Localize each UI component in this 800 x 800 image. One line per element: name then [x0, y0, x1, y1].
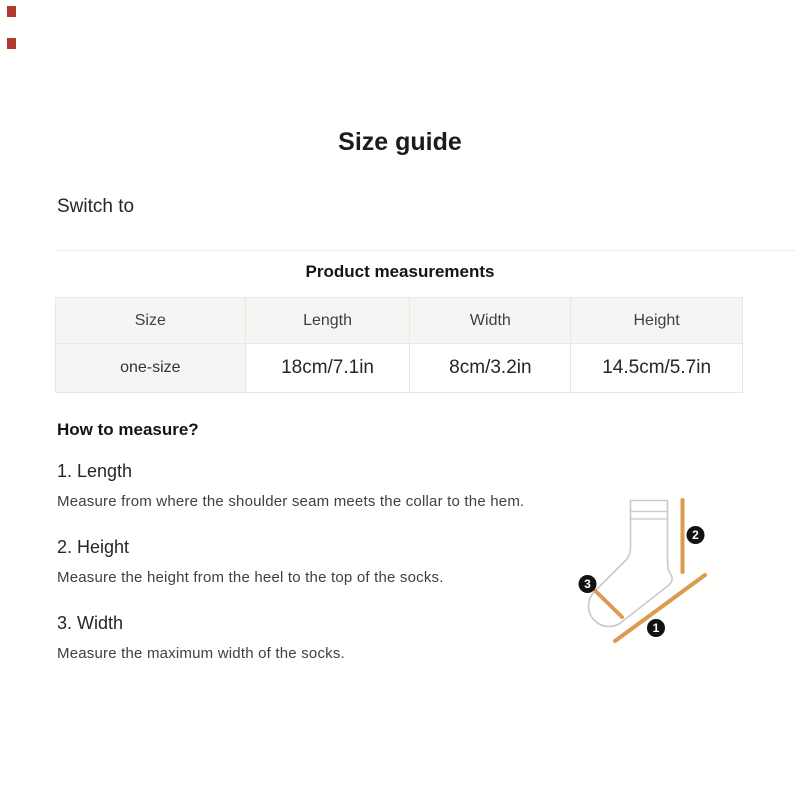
column-header-length: Length — [245, 298, 410, 344]
divider — [57, 250, 795, 251]
step-height — [57, 537, 567, 586]
step-description: Measure the height from the heel to the top of the socks. — [57, 569, 444, 586]
column-header-height: Height — [571, 298, 743, 344]
step-title: 1. Length — [57, 461, 133, 481]
product-measurements-heading: Product measurements — [305, 262, 495, 281]
column-header-size: Size — [56, 298, 246, 344]
marker-1 — [647, 619, 665, 637]
marker-number: 2 — [692, 528, 699, 543]
step-description: Measure the maximum width of the socks. — [57, 645, 345, 662]
step-length — [57, 461, 567, 510]
marker-number: 1 — [652, 621, 660, 636]
red-mark-icon — [7, 6, 16, 17]
step-description: Measure from where the shoulder seam meets the collar to the hem. — [57, 493, 525, 510]
measurements-table — [55, 297, 743, 393]
sock-measurement-diagram — [570, 470, 740, 660]
step-title: 3. Width — [57, 613, 124, 633]
table-row — [56, 344, 743, 393]
how-to-measure-heading: How to measure? — [57, 420, 199, 439]
marker-2 — [687, 526, 705, 544]
measure-steps — [57, 461, 567, 689]
red-mark-icon — [7, 38, 16, 49]
step-width — [57, 613, 567, 662]
switch-to-button[interactable]: Switch to — [57, 196, 135, 217]
cell-height: 14.5cm/5.7in — [571, 344, 743, 393]
cell-length: 18cm/7.1in — [245, 344, 410, 393]
column-header-width: Width — [410, 298, 571, 344]
cell-width: 8cm/3.2in — [410, 344, 571, 393]
table-header-row — [56, 298, 743, 344]
marker-3 — [579, 575, 597, 593]
step-title: 2. Height — [57, 537, 130, 557]
marker-number: 3 — [584, 577, 591, 592]
page-title: Size guide — [338, 128, 462, 156]
cell-size: one-size — [56, 344, 246, 393]
